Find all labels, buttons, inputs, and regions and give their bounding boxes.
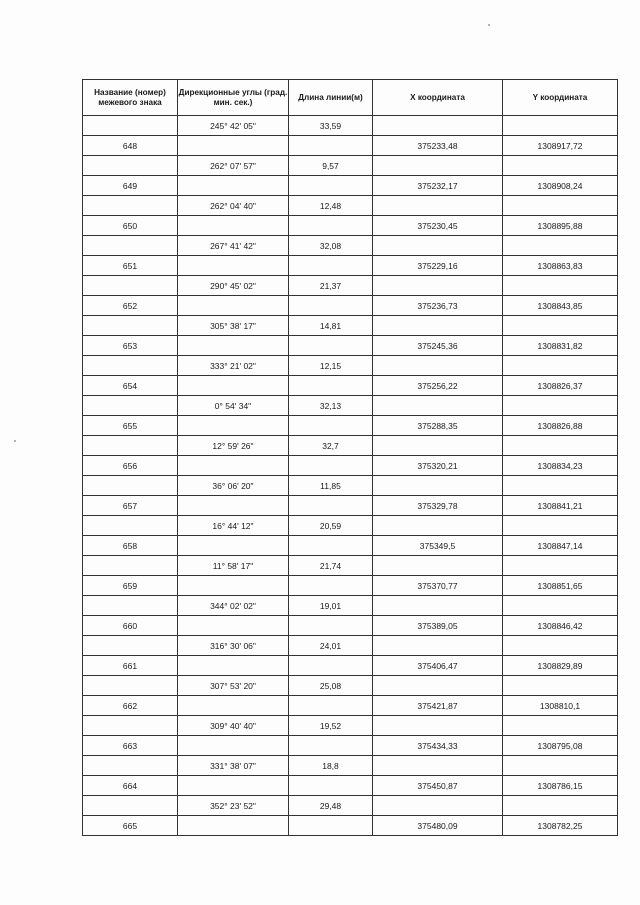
y-cell: 1308847,14 [503,536,618,556]
x-cell: 375288,35 [373,416,503,436]
name-cell [83,396,178,416]
scan-speck [14,440,16,442]
y-cell [503,796,618,816]
angle-cell [178,136,289,156]
x-cell [373,596,503,616]
angle-cell: 36° 06' 20" [178,476,289,496]
segment-row [83,756,618,776]
x-cell: 375256,22 [373,376,503,396]
y-cell [503,156,618,176]
angle-cell [178,376,289,396]
name-cell: 657 [83,496,178,516]
point-row [83,536,618,556]
x-cell [373,356,503,376]
header-x: X координата [373,80,503,116]
x-cell [373,756,503,776]
x-cell [373,316,503,336]
segment-row [83,636,618,656]
segment-row [83,716,618,736]
y-cell: 1308786,15 [503,776,618,796]
y-cell [503,756,618,776]
y-cell [503,516,618,536]
y-cell [503,676,618,696]
angle-cell [178,736,289,756]
name-cell [83,556,178,576]
angle-cell: 11° 58' 17" [178,556,289,576]
point-row [83,256,618,276]
name-cell [83,796,178,816]
x-cell: 375245,36 [373,336,503,356]
name-cell [83,436,178,456]
y-cell: 1308895,88 [503,216,618,236]
y-cell: 1308851,65 [503,576,618,596]
length-cell [289,736,373,756]
angle-cell: 344° 02' 02" [178,596,289,616]
x-cell: 375232,17 [373,176,503,196]
angle-cell: 262° 04' 40" [178,196,289,216]
x-cell: 375230,45 [373,216,503,236]
name-cell [83,756,178,776]
angle-cell [178,696,289,716]
x-cell: 375434,33 [373,736,503,756]
angle-cell [178,536,289,556]
length-cell [289,176,373,196]
angle-cell [178,296,289,316]
name-cell: 659 [83,576,178,596]
length-cell: 32,08 [289,236,373,256]
name-cell [83,476,178,496]
header-angle: Дирекционные углы (град. мин. сек.) [178,80,289,116]
point-row [83,616,618,636]
y-cell: 1308826,88 [503,416,618,436]
point-row [83,456,618,476]
y-cell: 1308841,21 [503,496,618,516]
table-body [83,116,618,836]
point-row [83,176,618,196]
point-row [83,296,618,316]
angle-cell: 307° 53' 20" [178,676,289,696]
length-cell [289,696,373,716]
angle-cell: 316° 30' 06" [178,636,289,656]
y-cell [503,116,618,136]
point-row [83,376,618,396]
angle-cell: 16° 44' 12" [178,516,289,536]
y-cell [503,716,618,736]
x-cell: 375406,47 [373,656,503,676]
angle-cell [178,496,289,516]
point-row [83,656,618,676]
x-cell: 375450,87 [373,776,503,796]
segment-row [83,476,618,496]
angle-cell: 305° 38' 17" [178,316,289,336]
point-row [83,336,618,356]
angle-cell [178,336,289,356]
length-cell [289,536,373,556]
name-cell: 648 [83,136,178,156]
y-cell [503,556,618,576]
segment-row [83,596,618,616]
point-row [83,736,618,756]
name-cell [83,156,178,176]
segment-row [83,276,618,296]
name-cell: 664 [83,776,178,796]
length-cell: 21,74 [289,556,373,576]
name-cell [83,676,178,696]
y-cell [503,276,618,296]
x-cell: 375389,05 [373,616,503,636]
x-cell: 375320,21 [373,456,503,476]
angle-cell: 290° 45' 02" [178,276,289,296]
y-cell: 1308795,08 [503,736,618,756]
scan-speck [488,24,490,26]
length-cell: 33,59 [289,116,373,136]
angle-cell [178,816,289,836]
x-cell [373,516,503,536]
x-cell: 375236,73 [373,296,503,316]
y-cell: 1308846,42 [503,616,618,636]
point-row [83,816,618,836]
y-cell [503,476,618,496]
x-cell: 375480,09 [373,816,503,836]
name-cell: 656 [83,456,178,476]
x-cell [373,276,503,296]
length-cell [289,136,373,156]
x-cell: 375233,48 [373,136,503,156]
angle-cell [178,256,289,276]
y-cell: 1308810,1 [503,696,618,716]
x-cell [373,636,503,656]
angle-cell [178,616,289,636]
point-row [83,696,618,716]
length-cell [289,456,373,476]
name-cell [83,716,178,736]
x-cell [373,236,503,256]
angle-cell [178,176,289,196]
length-cell [289,256,373,276]
x-cell [373,396,503,416]
point-row [83,776,618,796]
segment-row [83,116,618,136]
length-cell: 18,8 [289,756,373,776]
x-cell [373,716,503,736]
name-cell [83,236,178,256]
angle-cell: 262° 07' 57" [178,156,289,176]
length-cell [289,336,373,356]
x-cell: 375421,87 [373,696,503,716]
header-y: Y координата [503,80,618,116]
name-cell: 654 [83,376,178,396]
name-cell [83,356,178,376]
name-cell: 665 [83,816,178,836]
length-cell [289,496,373,516]
angle-cell: 333° 21' 02" [178,356,289,376]
y-cell [503,316,618,336]
x-cell [373,116,503,136]
y-cell [503,396,618,416]
name-cell: 650 [83,216,178,236]
segment-row [83,396,618,416]
name-cell [83,196,178,216]
name-cell: 658 [83,536,178,556]
point-row [83,136,618,156]
angle-cell: 245° 42' 05" [178,116,289,136]
x-cell: 375349,5 [373,536,503,556]
y-cell: 1308843,85 [503,296,618,316]
header-length: Длина линии(м) [289,80,373,116]
length-cell [289,216,373,236]
y-cell: 1308834,23 [503,456,618,476]
name-cell: 663 [83,736,178,756]
length-cell: 24,01 [289,636,373,656]
segment-row [83,316,618,336]
name-cell: 653 [83,336,178,356]
length-cell [289,816,373,836]
length-cell [289,616,373,636]
length-cell: 25,08 [289,676,373,696]
name-cell [83,316,178,336]
segment-row [83,556,618,576]
name-cell: 652 [83,296,178,316]
name-cell: 655 [83,416,178,436]
length-cell: 20,59 [289,516,373,536]
y-cell [503,356,618,376]
point-row [83,576,618,596]
angle-cell [178,456,289,476]
segment-row [83,196,618,216]
y-cell [503,236,618,256]
y-cell: 1308908,24 [503,176,618,196]
name-cell [83,276,178,296]
segment-row [83,436,618,456]
y-cell: 1308782,25 [503,816,618,836]
point-row [83,216,618,236]
x-cell [373,476,503,496]
angle-cell: 331° 38' 07" [178,756,289,776]
length-cell [289,656,373,676]
length-cell: 12,15 [289,356,373,376]
length-cell [289,416,373,436]
length-cell: 12,48 [289,196,373,216]
length-cell: 21,37 [289,276,373,296]
x-cell [373,796,503,816]
name-cell [83,636,178,656]
boundary-points-table [82,79,618,836]
length-cell: 19,01 [289,596,373,616]
length-cell: 32,13 [289,396,373,416]
table-header-row [83,80,618,116]
y-cell: 1308831,82 [503,336,618,356]
length-cell: 9,57 [289,156,373,176]
segment-row [83,236,618,256]
name-cell: 651 [83,256,178,276]
header-name: Название (номер) межевого знака [83,80,178,116]
y-cell: 1308826,37 [503,376,618,396]
angle-cell [178,576,289,596]
angle-cell [178,656,289,676]
length-cell: 29,48 [289,796,373,816]
segment-row [83,356,618,376]
segment-row [83,676,618,696]
x-cell [373,556,503,576]
length-cell [289,776,373,796]
name-cell: 661 [83,656,178,676]
length-cell [289,576,373,596]
segment-row [83,516,618,536]
point-row [83,496,618,516]
length-cell [289,376,373,396]
angle-cell: 352° 23' 52" [178,796,289,816]
x-cell: 375229,16 [373,256,503,276]
y-cell: 1308829,89 [503,656,618,676]
name-cell [83,516,178,536]
y-cell [503,596,618,616]
name-cell: 660 [83,616,178,636]
angle-cell: 12° 59' 26" [178,436,289,456]
x-cell [373,676,503,696]
angle-cell [178,776,289,796]
x-cell [373,156,503,176]
length-cell: 11,85 [289,476,373,496]
y-cell: 1308917,72 [503,136,618,156]
length-cell [289,296,373,316]
angle-cell [178,416,289,436]
segment-row [83,796,618,816]
length-cell: 14,81 [289,316,373,336]
angle-cell: 267° 41' 42" [178,236,289,256]
name-cell [83,116,178,136]
x-cell: 375329,78 [373,496,503,516]
y-cell: 1308863,83 [503,256,618,276]
y-cell [503,196,618,216]
segment-row [83,156,618,176]
x-cell: 375370,77 [373,576,503,596]
x-cell [373,436,503,456]
angle-cell [178,216,289,236]
name-cell: 649 [83,176,178,196]
name-cell [83,596,178,616]
y-cell [503,636,618,656]
length-cell: 32,7 [289,436,373,456]
angle-cell: 0° 54' 34" [178,396,289,416]
name-cell: 662 [83,696,178,716]
point-row [83,416,618,436]
y-cell [503,436,618,456]
angle-cell: 309° 40' 40" [178,716,289,736]
x-cell [373,196,503,216]
length-cell: 19,52 [289,716,373,736]
